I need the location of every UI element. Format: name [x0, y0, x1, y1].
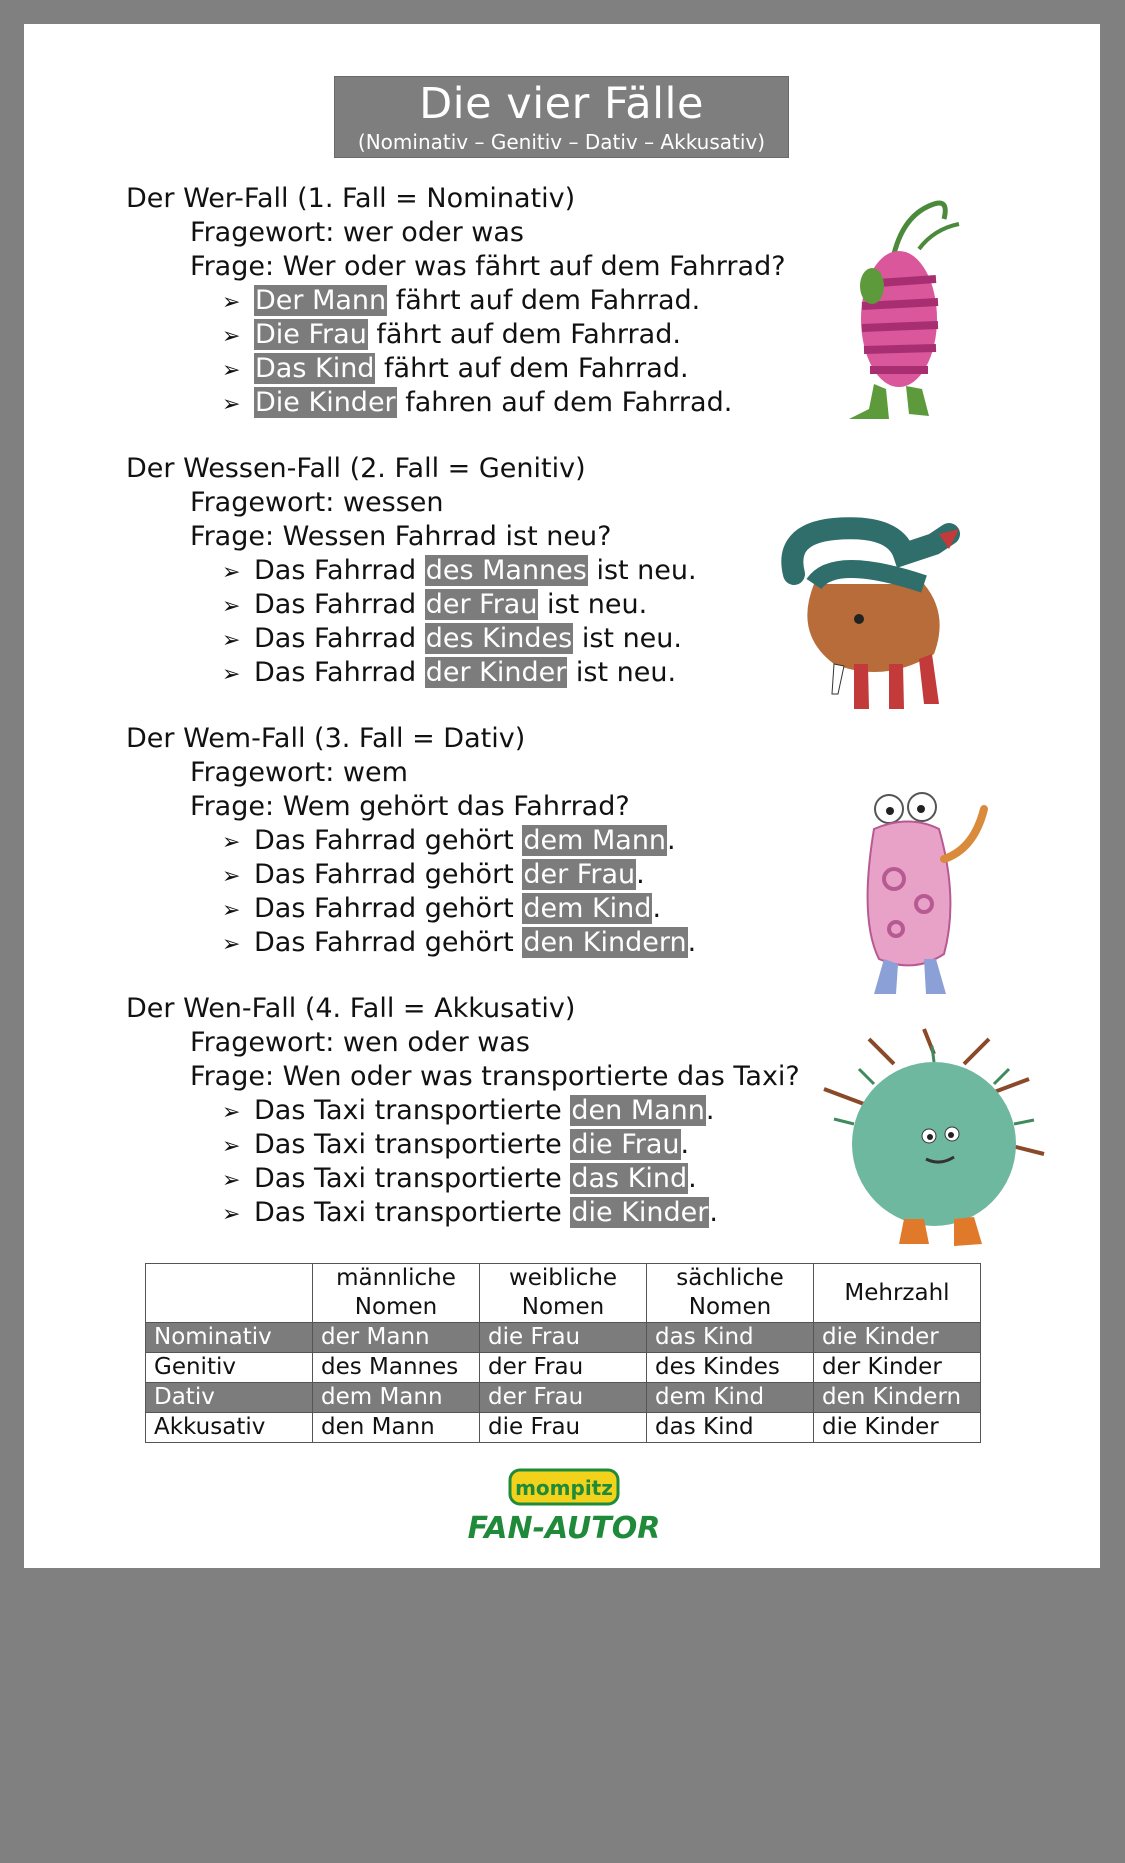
- highlighted-noun: der Frau: [425, 589, 538, 620]
- question-word: Fragewort: wem: [190, 757, 408, 788]
- worksheet-page: [24, 24, 1100, 1568]
- example-line: ➢ Das Taxi transportierte die Kinder.: [126, 1196, 866, 1230]
- arrow-bullet-icon: ➢: [222, 830, 241, 855]
- highlighted-noun: Die Frau: [255, 319, 367, 350]
- section-heading: Der Wer-Fall (1. Fall = Nominativ): [126, 183, 576, 214]
- table-cell: Genitiv: [146, 1353, 313, 1383]
- logo-bottom-text: FAN-AUTOR: [467, 1511, 661, 1546]
- table-header-cell: [146, 1264, 313, 1323]
- section-akkusativ: [126, 992, 866, 1230]
- example-line: ➢ Das Fahrrad gehört dem Mann.: [126, 824, 866, 858]
- table-cell: dem Mann: [313, 1383, 480, 1413]
- example-line: ➢ Das Fahrrad des Kindes ist neu.: [126, 622, 866, 656]
- section-dativ: [126, 722, 866, 960]
- section-nominativ: [126, 182, 866, 420]
- table-cell: dem Kind: [647, 1383, 814, 1413]
- table-row: [146, 1323, 981, 1353]
- logo-top-text: mompitz: [515, 1476, 613, 1500]
- example-line: ➢ Das Fahrrad gehört den Kindern.: [126, 926, 866, 960]
- arrow-bullet-icon: ➢: [222, 1168, 241, 1193]
- table-header-cell: sächliche Nomen: [647, 1264, 814, 1323]
- arrow-bullet-icon: ➢: [222, 1100, 241, 1125]
- arrow-bullet-icon: ➢: [222, 628, 241, 653]
- table-row: [146, 1383, 981, 1413]
- highlighted-noun: die Kinder: [571, 1197, 709, 1228]
- table-cell: Nominativ: [146, 1323, 313, 1353]
- example-line: ➢ Das Fahrrad gehört dem Kind.: [126, 892, 866, 926]
- arrow-bullet-icon: ➢: [222, 932, 241, 957]
- example-line: ➢ Das Kind fährt auf dem Fahrrad.: [126, 352, 866, 386]
- table-row: [146, 1353, 981, 1383]
- highlighted-noun: den Kindern: [523, 927, 687, 958]
- section-genitiv: [126, 452, 866, 690]
- question-word: Fragewort: wer oder was: [190, 217, 524, 248]
- table-row: [146, 1413, 981, 1443]
- highlighted-noun: das Kind: [571, 1163, 688, 1194]
- arrow-bullet-icon: ➢: [222, 358, 241, 383]
- table-cell: das Kind: [647, 1413, 814, 1443]
- highlighted-noun: Das Kind: [255, 353, 375, 384]
- table-cell: die Frau: [480, 1323, 647, 1353]
- pink-spotted-monster-icon: [834, 769, 1004, 1009]
- table-cell: Akkusativ: [146, 1413, 313, 1443]
- table-header-cell: weibliche Nomen: [480, 1264, 647, 1323]
- page-subtitle: (Nominativ – Genitiv – Dativ – Akkusativ): [357, 130, 766, 154]
- example-line: ➢ Der Mann fährt auf dem Fahrrad.: [126, 284, 866, 318]
- table-cell: den Mann: [313, 1413, 480, 1443]
- question: Frage: Wen oder was transportierte das Taxi?: [190, 1061, 800, 1092]
- arrow-bullet-icon: ➢: [222, 324, 241, 349]
- pink-striped-monster-icon: [824, 194, 994, 434]
- example-line: ➢ Die Kinder fahren auf dem Fahrrad.: [126, 386, 866, 420]
- table-header-cell: männliche Nomen: [313, 1264, 480, 1323]
- example-line: ➢ Das Fahrrad der Kinder ist neu.: [126, 656, 866, 690]
- section-heading: Der Wem-Fall (3. Fall = Dativ): [126, 723, 526, 754]
- title-box: [334, 76, 789, 158]
- mompitz-fan-autor-logo: [464, 1464, 664, 1554]
- cases-table: [145, 1263, 981, 1443]
- table-cell: der Mann: [313, 1323, 480, 1353]
- table-cell: der Frau: [480, 1383, 647, 1413]
- highlighted-noun: der Kinder: [425, 657, 567, 688]
- table-cell: die Frau: [480, 1413, 647, 1443]
- example-line: ➢ Das Fahrrad der Frau ist neu.: [126, 588, 866, 622]
- section-heading: Der Wen-Fall (4. Fall = Akkusativ): [126, 993, 576, 1024]
- example-line: ➢ Das Taxi transportierte das Kind.: [126, 1162, 866, 1196]
- highlighted-noun: der Frau: [523, 859, 636, 890]
- example-line: ➢ Das Fahrrad gehört der Frau.: [126, 858, 866, 892]
- arrow-bullet-icon: ➢: [222, 662, 241, 687]
- table-header-cell: Mehrzahl: [814, 1264, 981, 1323]
- highlighted-noun: des Mannes: [425, 555, 587, 586]
- table-cell: die Kinder: [814, 1413, 981, 1443]
- question: Frage: Wem gehört das Fahrrad?: [190, 791, 630, 822]
- striped-walrus-monster-icon: [774, 514, 984, 714]
- highlighted-noun: Die Kinder: [255, 387, 396, 418]
- page-title: Die vier Fälle: [419, 79, 704, 129]
- arrow-bullet-icon: ➢: [222, 560, 241, 585]
- table-header-row: [146, 1264, 981, 1323]
- example-line: ➢ Das Fahrrad des Mannes ist neu.: [126, 554, 866, 588]
- highlighted-noun: Der Mann: [255, 285, 387, 316]
- highlighted-noun: des Kindes: [425, 623, 573, 654]
- arrow-bullet-icon: ➢: [222, 392, 241, 417]
- arrow-bullet-icon: ➢: [222, 290, 241, 315]
- highlighted-noun: dem Mann: [523, 825, 667, 856]
- question: Frage: Wessen Fahrrad ist neu?: [190, 521, 612, 552]
- table-cell: des Mannes: [313, 1353, 480, 1383]
- example-line: ➢ Die Frau fährt auf dem Fahrrad.: [126, 318, 866, 352]
- table-cell: des Kindes: [647, 1353, 814, 1383]
- highlighted-noun: den Mann: [571, 1095, 705, 1126]
- question-word: Fragewort: wen oder was: [190, 1027, 530, 1058]
- highlighted-noun: die Frau: [571, 1129, 680, 1160]
- table-cell: Dativ: [146, 1383, 313, 1413]
- table-cell: das Kind: [647, 1323, 814, 1353]
- example-line: ➢ Das Taxi transportierte den Mann.: [126, 1094, 866, 1128]
- table-cell: der Frau: [480, 1353, 647, 1383]
- table-cell: den Kindern: [814, 1383, 981, 1413]
- table-cell: die Kinder: [814, 1323, 981, 1353]
- example-line: ➢ Das Taxi transportierte die Frau.: [126, 1128, 866, 1162]
- arrow-bullet-icon: ➢: [222, 1202, 241, 1227]
- green-furry-monster-icon: [814, 1024, 1054, 1264]
- arrow-bullet-icon: ➢: [222, 594, 241, 619]
- question: Frage: Wer oder was fährt auf dem Fahrrad?: [190, 251, 786, 282]
- arrow-bullet-icon: ➢: [222, 1134, 241, 1159]
- table-cell: der Kinder: [814, 1353, 981, 1383]
- arrow-bullet-icon: ➢: [222, 898, 241, 923]
- question-word: Fragewort: wessen: [190, 487, 444, 518]
- arrow-bullet-icon: ➢: [222, 864, 241, 889]
- highlighted-noun: dem Kind: [523, 893, 652, 924]
- section-heading: Der Wessen-Fall (2. Fall = Genitiv): [126, 453, 586, 484]
